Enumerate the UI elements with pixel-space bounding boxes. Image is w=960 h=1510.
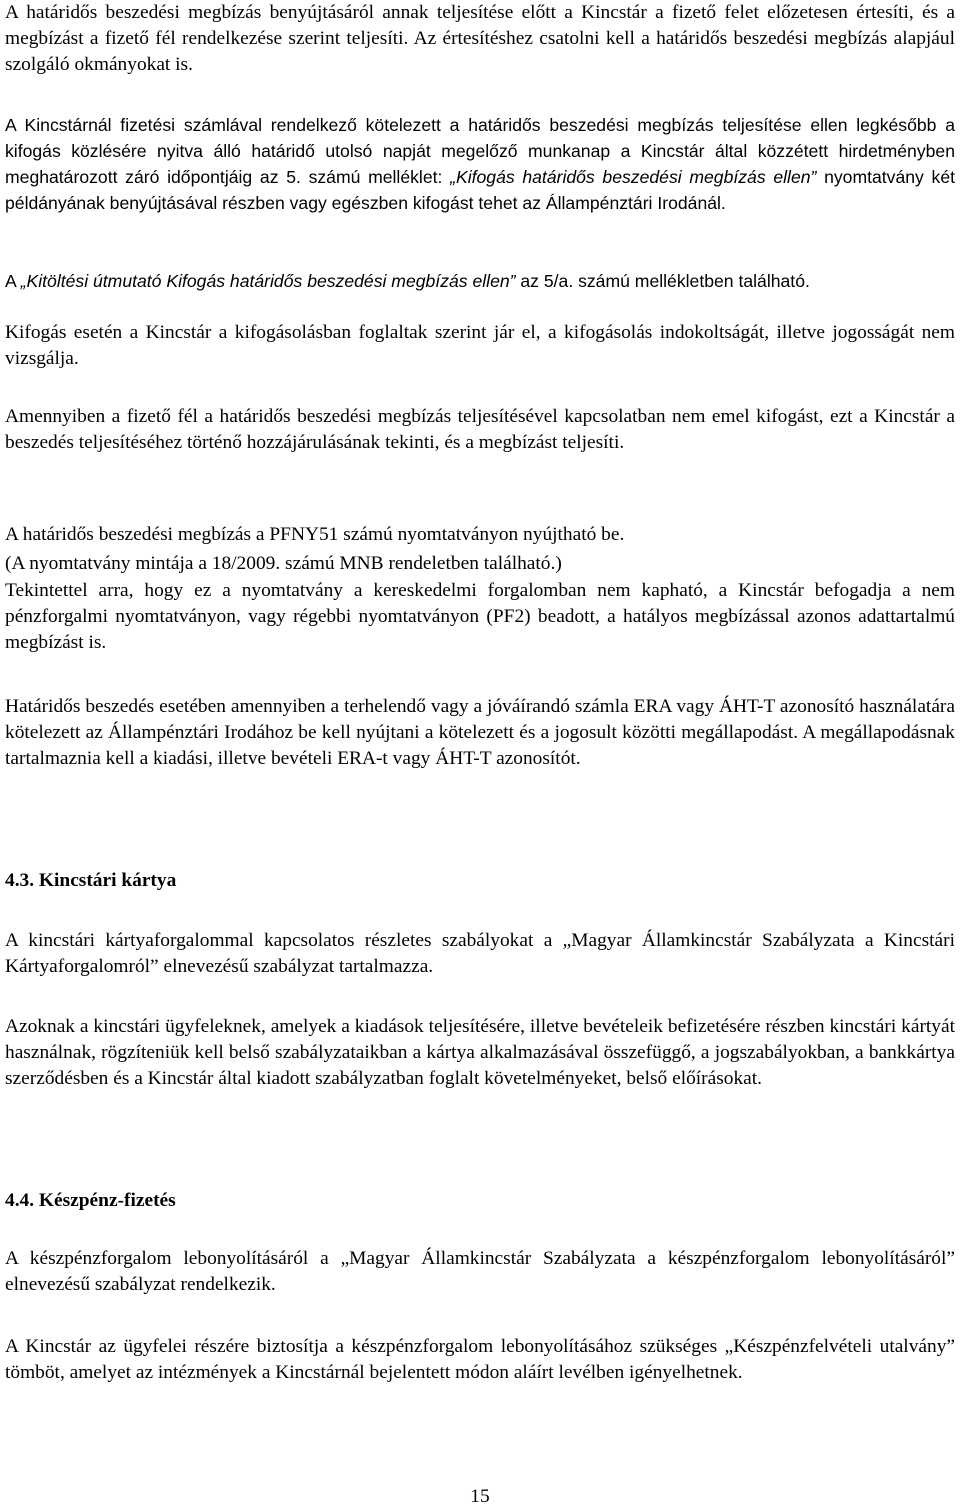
paragraph-objection <box>5 112 955 216</box>
paragraph-form-acceptance: Tekintettel arra, hogy ez a nyomtatvány a kereskedelmi forgalomban nem kapható, a Kincstár befogadja a nem pénzforgalmi nyomtatványon, vagy régebbi nyomtatványon (PF2) beadott, a hatályos megbízással azonos adattartalmú megbízást is. <box>5 580 955 653</box>
paragraph-card-clients: Azoknak a kincstári ügyfeleknek, amelyek a kiadások teljesítésére, illetve bevételeik befizetésére részben kincstári kártyát használnak, rögzíteniük kell belső szabályzataikban a kártya alkalmazásával összefüggő, a jogszabályokban, a bankkártya szerződésben és a Kincstár által kiadott szabályzatban foglalt követelményeket, belső előírásokat. <box>5 1016 955 1089</box>
paragraph-objection-handling: Kifogás esetén a Kincstár a kifogásolásban foglaltak szerint jár el, a kifogásolás indokoltságát, illetve jogosságát nem vizsgálja. <box>5 322 955 369</box>
paragraph-cash-rules: A készpénzforgalom lebonyolításáról a „Magyar Államkincstár Szabályzata a készpénzforgalom lebonyolításáról” elnevezésű szabályzat rendelkezik. <box>5 1248 955 1295</box>
paragraph-no-objection: Amennyiben a fizető fél a határidős beszedési megbízás teljesítésével kapcsolatban nem emel kifogást, ezt a Kincstár a beszedés teljesítéséhez történő hozzájárulásának tekinti, és a megbízást teljesíti. <box>5 406 955 453</box>
guide-text-end: az 5/a. számú mellékletben található. <box>515 271 810 291</box>
guide-title: „Kitöltési útmutató Kifogás határidős beszedési megbízás ellen” <box>20 271 516 291</box>
section-heading-4-4: 4.4. Készpénz-fizetés <box>5 1190 176 1211</box>
section-heading-4-3: 4.3. Kincstári kártya <box>5 870 177 891</box>
paragraph-guide <box>5 268 955 294</box>
paragraph-form-pfny51: A határidős beszedési megbízás a PFNY51 számú nyomtatványon nyújtható be. <box>5 524 625 545</box>
paragraph-cash-voucher: A Kincstár az ügyfelei részére biztosítja a készpénzforgalom lebonyolításához szükséges „Készpénzfelvételi utalvány” tömböt, amelyet az intézmények a Kincstárnál bejelentett módon aláírt levélben igényelhetnek. <box>5 1336 955 1383</box>
guide-text-start: A <box>5 271 21 291</box>
paragraph-form-sample: (A nyomtatvány mintája a 18/2009. számú MNB rendeletben található.) <box>5 553 562 574</box>
objection-text-end: nyomtatvány két példányának benyújtásával részben vagy egészben kifogást tehet az Állampénztári Irodánál. <box>5 167 955 213</box>
paragraph-era-aht: Határidős beszedés esetében amennyiben a terhelendő vagy a jóváírandó számla ERA vagy ÁHT-T azonosító használatára kötelezett az Állampénztári Irodához be kell nyújtani a kötelezett és a jogosult közötti megállapodást. A megállapodásnak tartalmaznia kell a kiadási, illetve bevételi ERA-t vagy ÁHT-T azonosítót. <box>5 696 955 769</box>
page-number: 15 <box>470 1486 490 1507</box>
objection-form-title: „Kifogás határidős beszedési megbízás ellen” <box>450 167 817 187</box>
paragraph-card-rules: A kincstári kártyaforgalommal kapcsolatos részletes szabályokat a „Magyar Államkincstár Szabályzata a Kincstári Kártyaforgalomról” elnevezésű szabályzat tartalmazza. <box>5 930 955 977</box>
paragraph-notice: A határidős beszedési megbízás benyújtásáról annak teljesítése előtt a Kincstár a fizető felet előzetesen értesíti, és a megbízást a fizető fél rendelkezése szerint teljesíti. Az értesítéshez csatolni kell a határidős beszedési megbízás alapjául szolgáló okmányokat is. <box>5 2 955 75</box>
objection-text-start: A Kincstárnál fizetési számlával rendelkező kötelezett a határidős beszedési megbízás teljesítése ellen legkésőbb a kifogás közlésére nyitva álló határidő utolsó napját megelőző munkanap a Kincstár által közzétett hirdetményben meghatározott záró időpontjáig az 5. számú melléklet: <box>5 115 955 187</box>
